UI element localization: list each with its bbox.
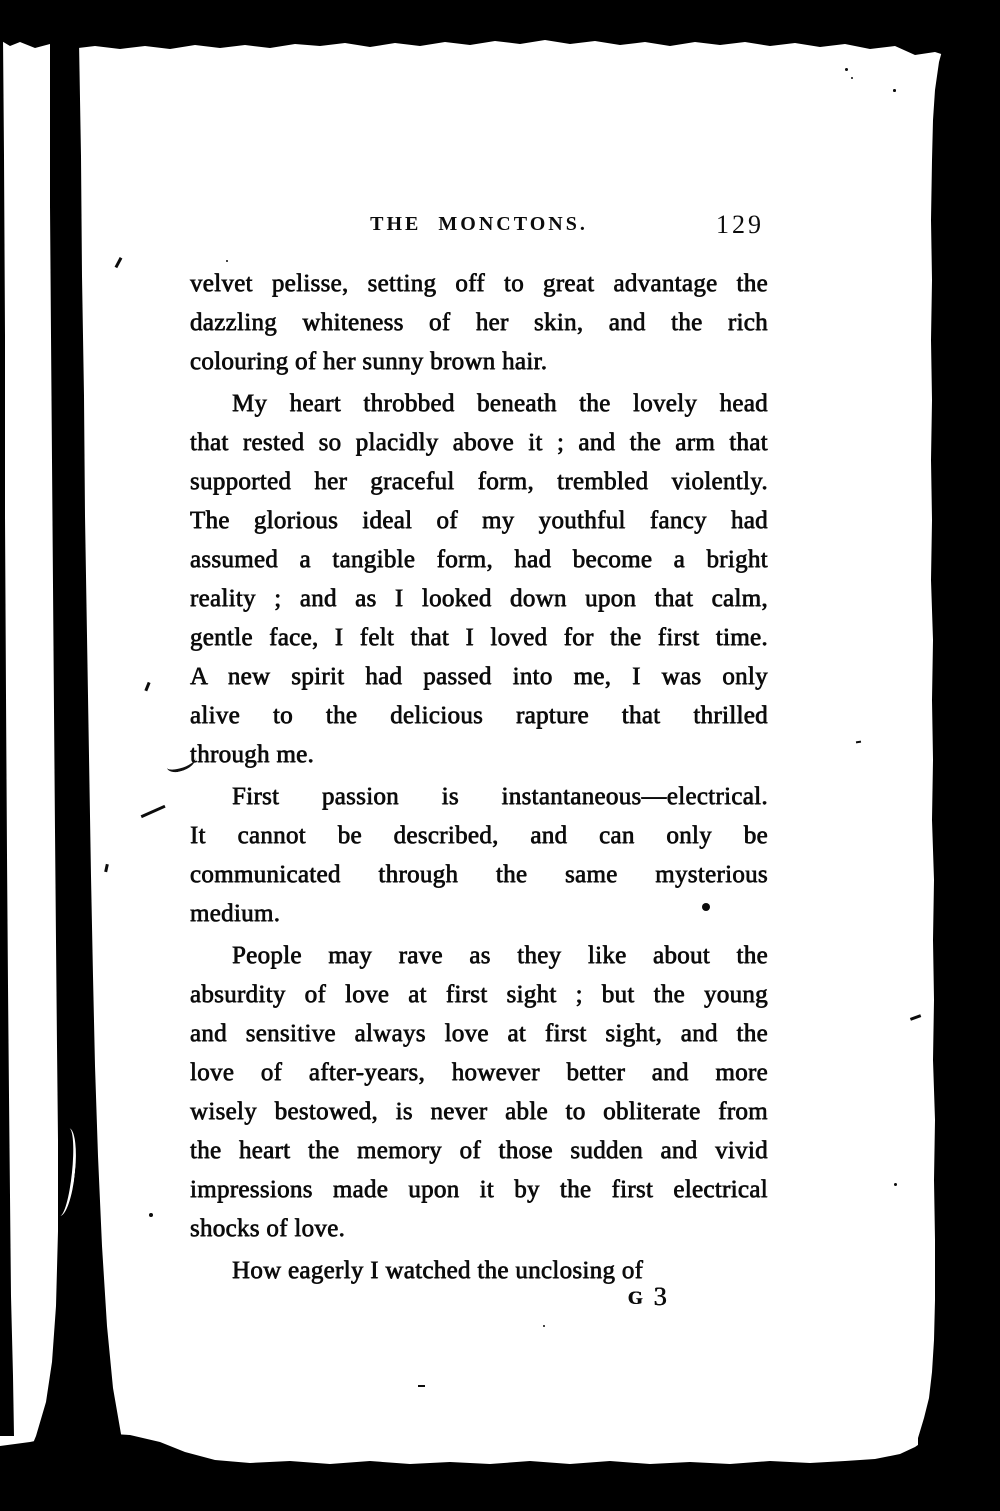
text-line: dazzling whiteness of her skin, and the rich — [190, 309, 768, 336]
text-line: love of after-years, however better and more — [190, 1059, 768, 1086]
text-line: How eagerly I watched the unclosing of — [232, 1257, 644, 1284]
scan-border-bottom — [0, 1430, 1000, 1511]
text-line: colouring of her sunny brown hair. — [190, 348, 548, 375]
scan-speck — [226, 260, 228, 262]
paragraph — [190, 384, 768, 774]
text-line: The glorious ideal of my youthful fancy had — [190, 507, 768, 534]
scan-border-right — [918, 0, 1000, 1511]
text-line: reality ; and as I looked down upon that calm, — [190, 585, 768, 612]
scan-speck — [418, 1385, 425, 1387]
scan-speck — [115, 257, 122, 268]
paragraph — [190, 777, 768, 933]
scan-speck — [851, 77, 853, 79]
scan-speck — [543, 1325, 545, 1327]
text-line: the heart the memory of those sudden and vivid — [190, 1137, 768, 1164]
text-line: alive to the delicious rapture that thrilled — [190, 702, 768, 729]
scan-speck — [144, 682, 150, 691]
text-line: It cannot be described, and can only be — [190, 822, 768, 849]
text-line: gentle face, I felt that I loved for the first time. — [190, 624, 768, 651]
text-line: medium. — [190, 900, 281, 927]
printers-signature — [628, 1282, 667, 1312]
text-line: communicated through the same mysterious — [190, 861, 768, 888]
text-line: that rested so placidly above it ; and the arm that — [190, 429, 768, 456]
page-number: 129 — [716, 210, 764, 239]
scan-speck — [141, 805, 166, 818]
scan-speck — [893, 89, 896, 92]
scan-speck — [910, 1014, 921, 1020]
text-block — [190, 264, 768, 1290]
book-gutter-shadow — [0, 36, 150, 1478]
running-title: THE MONCTONS. — [370, 213, 588, 235]
ink-dot — [702, 903, 710, 911]
paragraph — [190, 936, 768, 1248]
text-line: absurdity of love at first sight ; but the young — [190, 981, 768, 1008]
text-line: through me. — [190, 741, 315, 768]
text-line: First passion is instantaneous—electrical. — [232, 783, 768, 810]
paragraph — [190, 1251, 768, 1290]
text-line: shocks of love. — [190, 1215, 346, 1242]
scan-speck — [894, 1183, 897, 1186]
text-line: velvet pelisse, setting off to great advantage the — [190, 270, 768, 297]
scan-speck — [856, 741, 861, 744]
scan-speck — [845, 68, 848, 71]
text-line: wisely bestowed, is never able to obliterate from — [190, 1098, 768, 1125]
paragraph — [190, 264, 768, 381]
scan-speck — [104, 864, 108, 872]
scan-speck — [149, 1213, 153, 1217]
text-line: supported her graceful form, trembled violently. — [190, 468, 768, 495]
scan-border-top — [0, 0, 1000, 64]
text-line: impressions made upon it by the first electrical — [190, 1176, 768, 1203]
signature-number: 3 — [653, 1282, 667, 1311]
text-line: A new spirit had passed into me, I was only — [190, 663, 768, 690]
page-header — [190, 210, 768, 244]
text-line: and sensitive always love at first sight, and the — [190, 1020, 768, 1047]
signature-gathering: G — [628, 1288, 643, 1309]
text-line: My heart throbbed beneath the lovely head — [232, 390, 768, 417]
scan-border-left-edge — [0, 36, 16, 1436]
text-line: assumed a tangible form, had become a bright — [190, 546, 768, 573]
text-line: People may rave as they like about the — [232, 942, 768, 969]
